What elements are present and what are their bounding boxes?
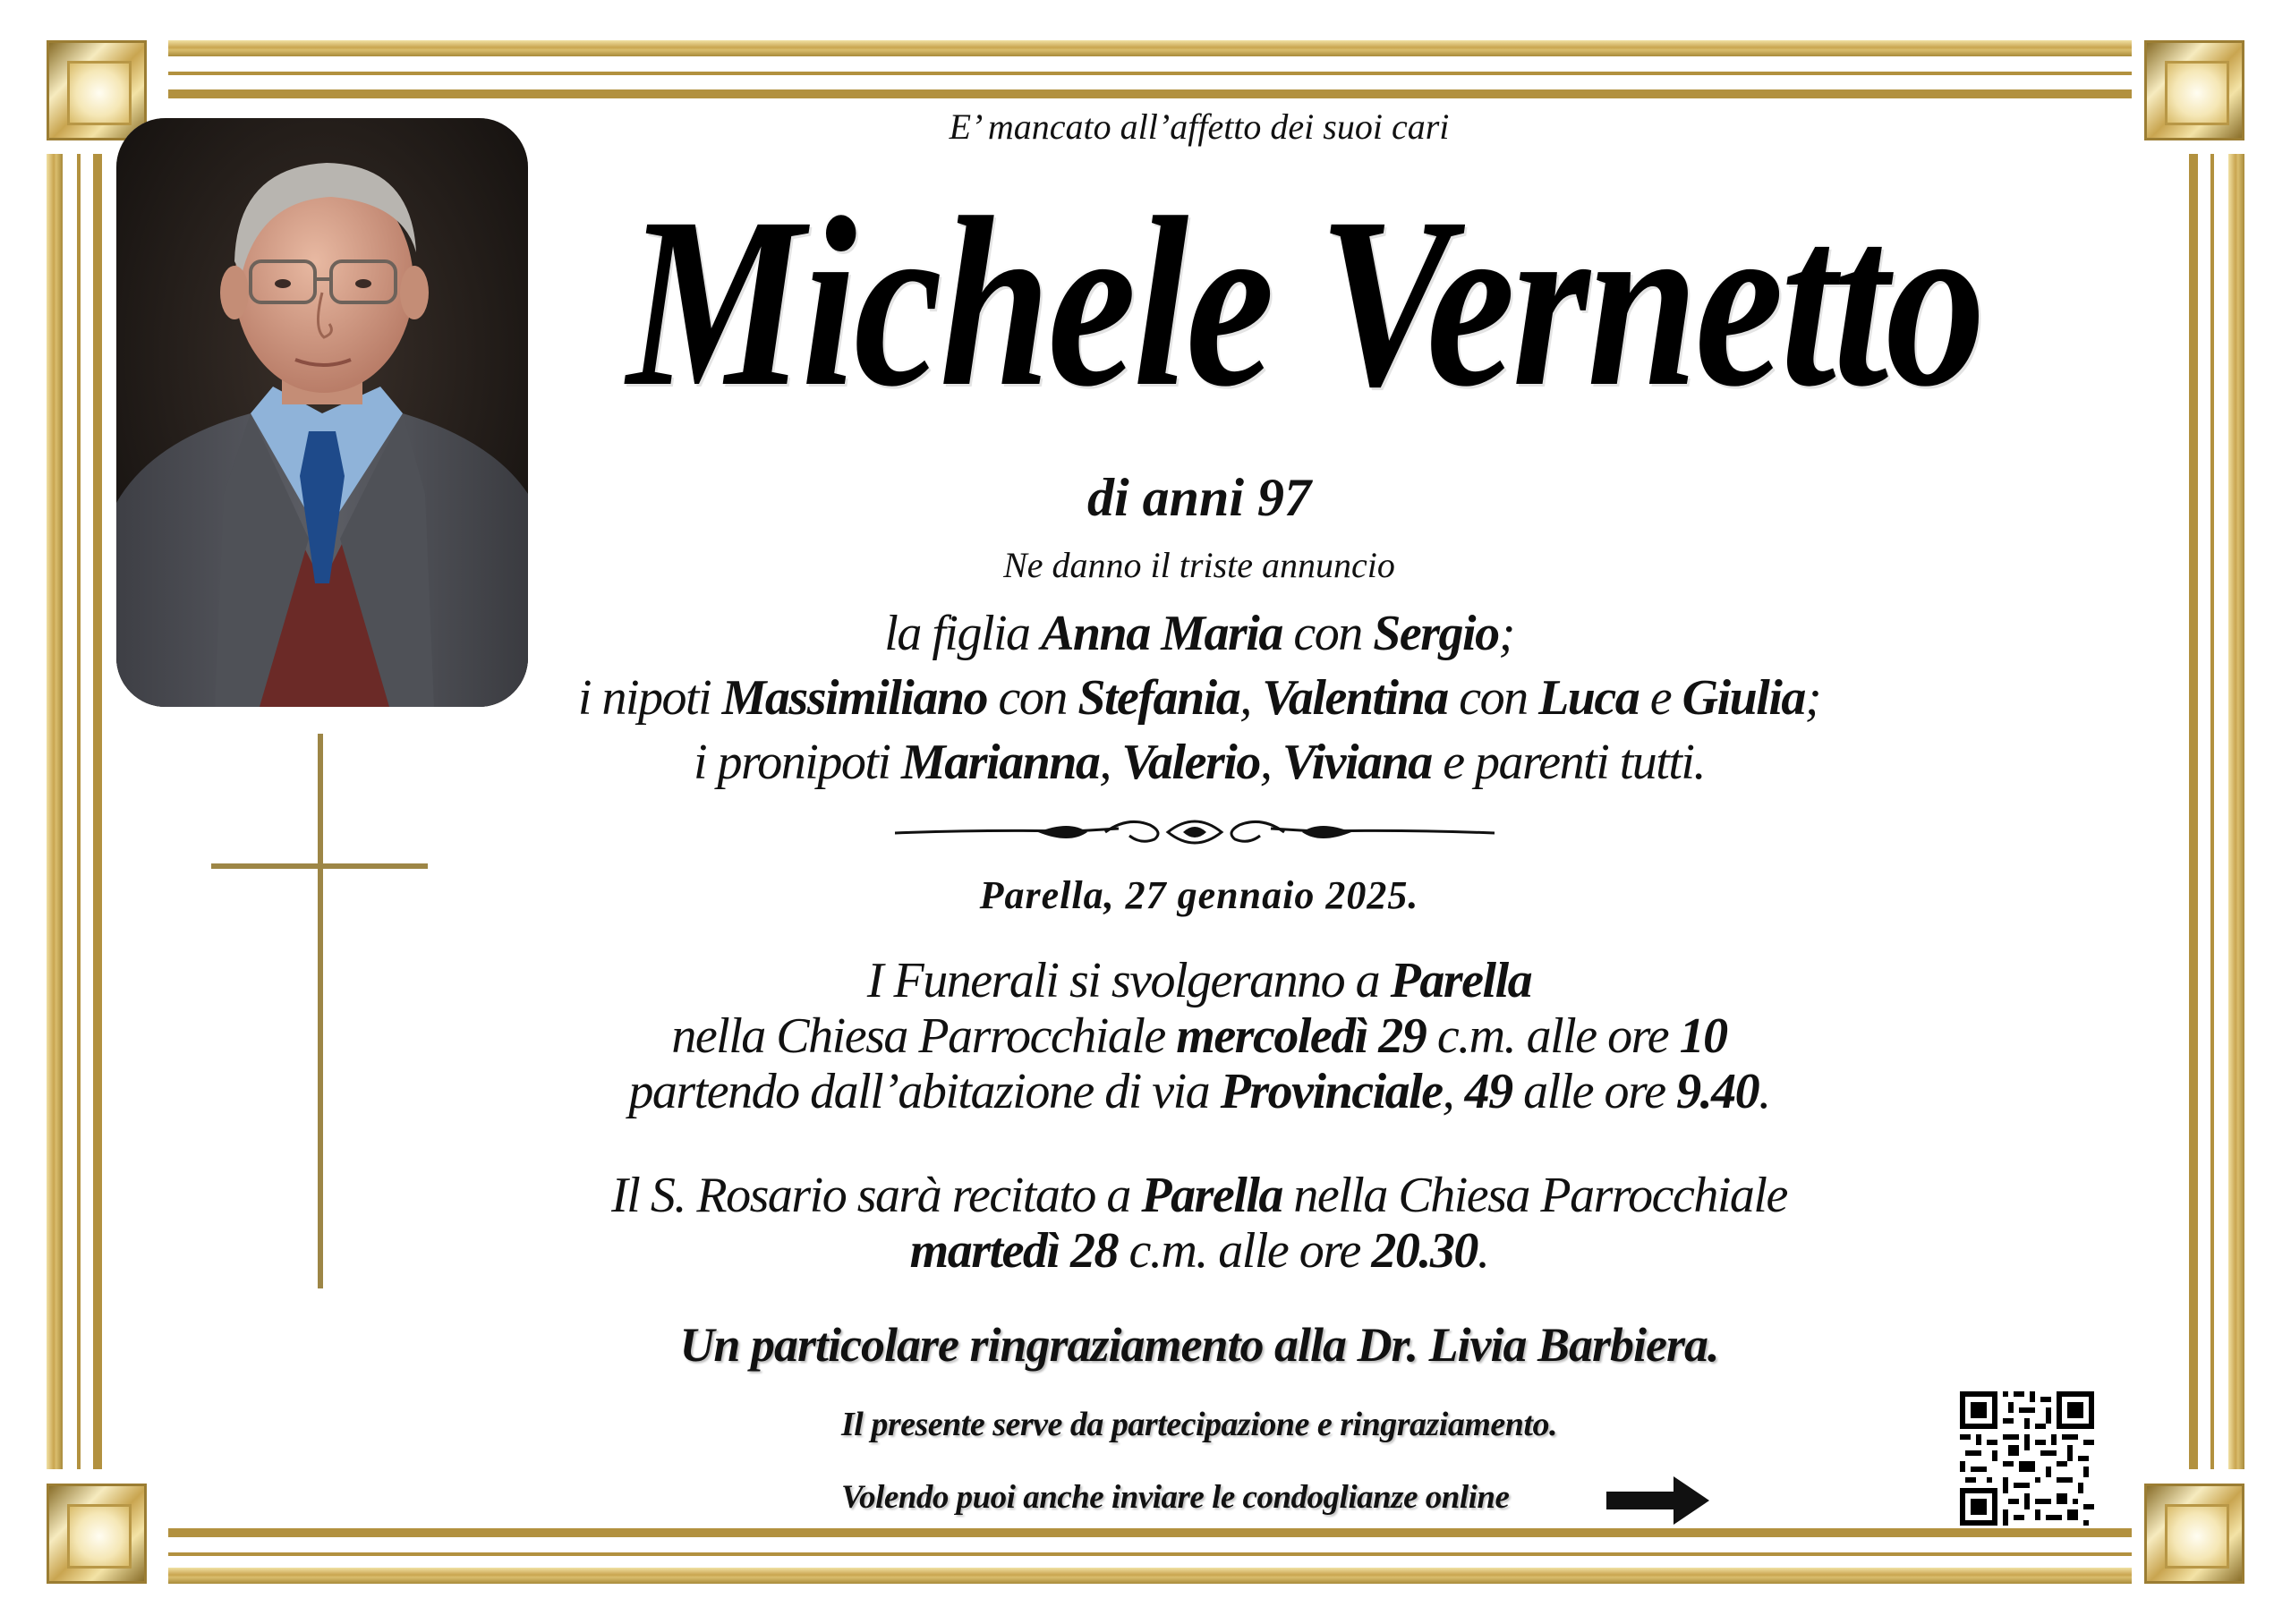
text-fragment: con [986,670,1078,726]
funeral-details [501,953,1897,1119]
text-fragment: , [1239,670,1263,726]
relative-name: Marianna [900,735,1100,790]
deceased-name: Michele Vernetto [626,167,1983,437]
text-emphasis: 49 [1464,1064,1512,1119]
text-fragment: I Funerali si svolgeranno a [866,953,1391,1008]
text-fragment: i pronipoti [694,735,901,790]
text-fragment: partendo dall’abitazione di via [628,1064,1221,1119]
notice-line: Il presente serve da partecipazione e ringraziamento. [841,1406,1557,1443]
funeral-line-1 [501,953,1897,1008]
text-fragment: Il S. Rosario sarà recitato a [611,1168,1142,1223]
text-fragment: ; [1498,606,1514,661]
family-line-great-grandchildren [501,730,1897,795]
relative-name: Stefania [1077,670,1240,726]
frame-left-inner2 [93,154,102,1469]
rosary-line-2 [501,1223,1897,1279]
frame-corner-top-left [47,40,147,140]
text-fragment: c.m. alle ore [1117,1223,1372,1279]
frame-corner-bottom-right [2144,1484,2244,1584]
text-emphasis: 9.40 [1676,1064,1759,1119]
funeral-line-3 [501,1064,1897,1119]
text-fragment: c.m. alle ore [1426,1008,1680,1064]
text-fragment: nella Chiesa Parrocchiale [1282,1168,1787,1223]
thanks-line: Un particolare ringraziamento alla Dr. Livia Barbiera. [679,1318,1719,1372]
frame-right-outer [2228,154,2244,1469]
qr-code-icon[interactable] [1960,1391,2094,1526]
family-list [501,601,1897,795]
text-emphasis: Parella [1141,1168,1282,1223]
relative-name: Valerio [1121,735,1260,790]
frame-top-outer [168,40,2132,56]
frame-bottom-inner2 [168,1528,2132,1537]
frame-left-inner [77,154,81,1469]
announce-line: Ne danno il triste annuncio [1003,545,1395,585]
text-emphasis: martedì 28 [909,1223,1118,1279]
condolences-online-link[interactable]: Volendo puoi anche inviare le condoglianze online [841,1479,1510,1516]
text-fragment: , [1259,735,1282,790]
relative-name: Luca [1538,670,1639,726]
frame-right-inner [2210,154,2214,1469]
text-emphasis: Parella [1390,953,1532,1008]
relative-name: Massimiliano [721,670,987,726]
rosary-line-1 [501,1168,1897,1223]
place-date: Parella, 27 gennaio 2025. [979,873,1419,917]
text-fragment: con [1282,606,1374,661]
relative-name: Viviana [1282,735,1432,790]
portrait-illustration [116,118,528,707]
text-emphasis: Provinciale [1220,1064,1443,1119]
relative-name: Valentina [1262,670,1448,726]
frame-right-inner2 [2189,154,2198,1469]
portrait-photo [116,118,528,707]
frame-corner-bottom-left [47,1484,147,1584]
frame-bottom-inner [168,1552,2132,1556]
cross-horizontal [211,863,428,869]
ornament-divider [895,812,1495,854]
funeral-line-2 [501,1008,1897,1064]
cross-vertical [318,734,323,1288]
intro-line: E’ mancato all’affetto dei suoi cari [949,106,1450,147]
frame-corner-top-right [2144,40,2244,140]
text-emphasis: mercoledì 29 [1176,1008,1427,1064]
relative-name: Sergio [1373,606,1499,661]
family-line-grandchildren [501,666,1897,730]
text-emphasis: 10 [1679,1008,1727,1064]
frame-bottom-outer [168,1568,2132,1584]
family-line-children [501,601,1897,666]
text-fragment: , [1099,735,1122,790]
text-fragment: alle ore [1512,1064,1677,1119]
frame-left-outer [47,154,63,1469]
text-fragment: . [1477,1223,1489,1279]
text-fragment: , [1442,1064,1465,1119]
relative-name: Anna Maria [1041,606,1282,661]
text-fragment: nella Chiesa Parrocchiale [671,1008,1177,1064]
text-fragment: . [1759,1064,1770,1119]
text-fragment: i nipoti [577,670,722,726]
frame-top-inner2 [168,89,2132,98]
text-fragment: con [1447,670,1539,726]
text-emphasis: 20.30 [1371,1223,1478,1279]
arrow-right-icon [1606,1476,1709,1525]
text-fragment: e parenti tutti. [1431,735,1705,790]
relative-name: Giulia [1682,670,1805,726]
text-fragment: e [1639,670,1682,726]
text-fragment: la figlia [884,606,1042,661]
text-fragment: ; [1804,670,1821,726]
rosary-details [501,1168,1897,1279]
age-line: di anni 97 [1086,468,1312,527]
frame-top-inner [168,72,2132,75]
